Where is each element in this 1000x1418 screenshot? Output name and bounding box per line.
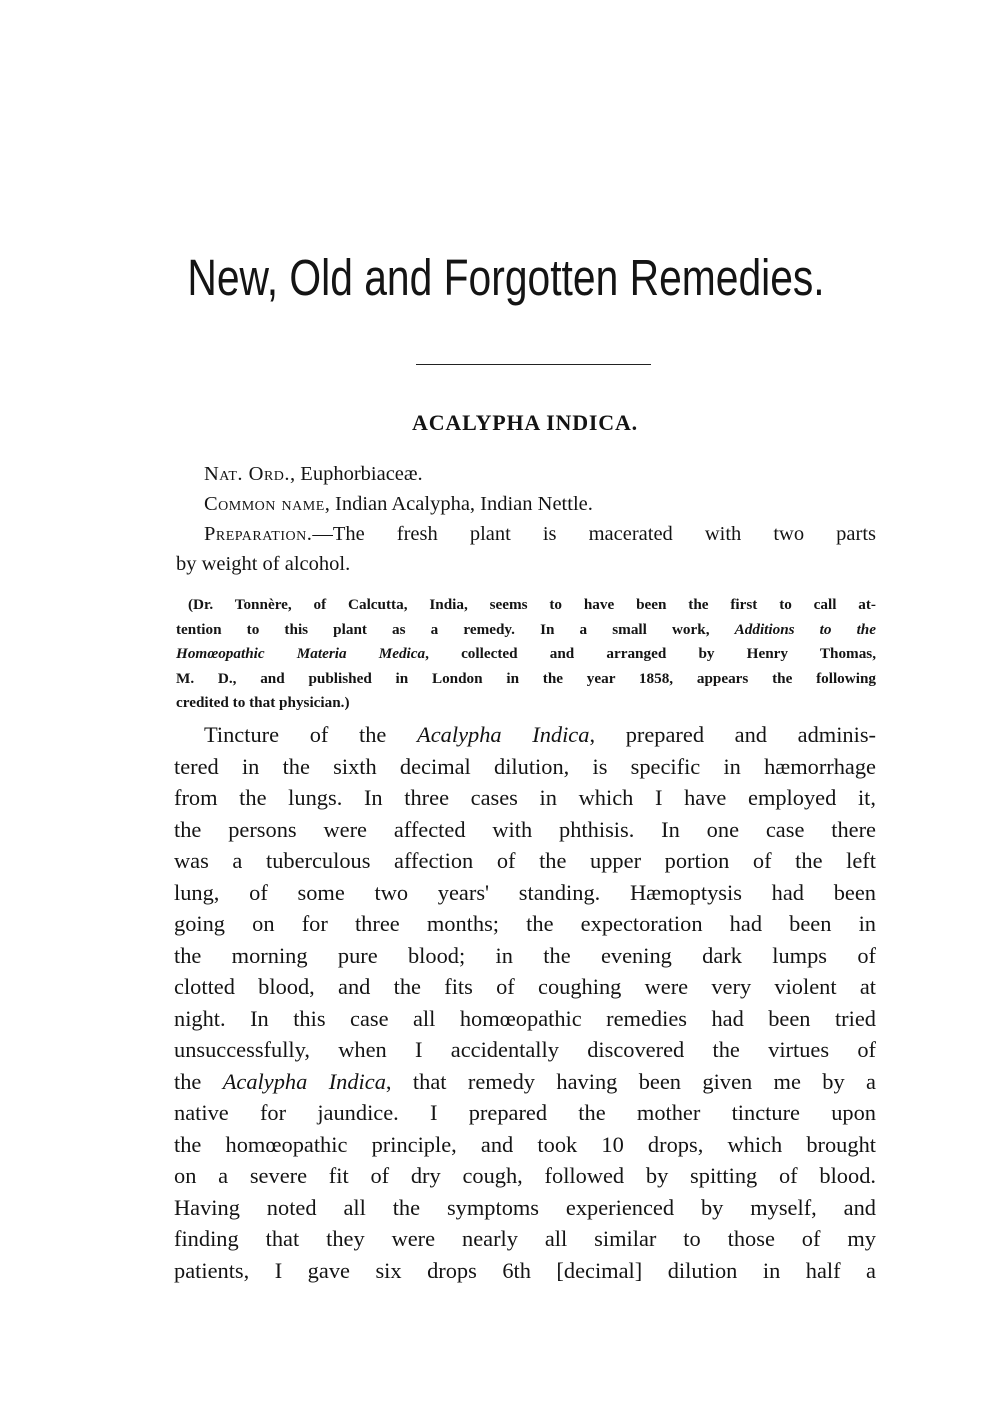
note-line: credited to that physician.) [176,694,350,712]
prose-line: patients, I gave six drops 6th [decimal] dilution in half a [174,1257,876,1283]
prose-line: the homœopathic principle, and took 10 drops, which brought [174,1131,876,1157]
nat-ord-label: Nat. Ord. [204,463,291,485]
note-line: M. D., and published in London in the year 1858, appears the following [176,669,876,687]
page-title: New, Old and Forgotten Remedies. [187,249,825,306]
title-divider [416,364,651,365]
nat-ord-value: , Euphorbiaceæ. [290,463,423,485]
note-line: Homœopathic Materia Medica, collected and arranged by Henry Thomas, [176,645,876,663]
prose-line: tered in the sixth decimal dilution, is specific in hæmorrhage [174,753,876,779]
common-name-label: Common name [204,493,325,515]
nat-ord-line [176,459,876,489]
preparation-continuation: by weight of alcohol. [176,553,351,575]
note-line: tention to this plant as a remedy. In a small work, Additions to the [176,620,876,638]
section-heading: ACALYPHA INDICA. [412,410,638,435]
prose-line: going on for three months; the expectoration had been in [174,911,876,936]
prose-line: finding that they were nearly all similar to those of my [174,1226,876,1251]
prose-line: clotted blood, and the fits of coughing were very violent at [174,974,876,999]
prose-line: lung, of some two years' standing. Hæmoptysis had been [174,879,876,905]
prose-line: Having noted all the symptoms experienced by myself, and [174,1194,876,1220]
prose-line: from the lungs. In three cases in which I have employed it, [174,785,876,810]
prose-line: night. In this case all homœopathic remedies had been tried [174,1005,876,1031]
note-line: (Dr. Tonnère, of Calcutta, India, seems to have been the first to call at- [188,596,876,613]
body-text [174,719,876,1286]
prose-line: on a severe fit of dry cough, followed by spitting of blood. [174,1163,876,1188]
metadata-block [176,459,876,579]
preparation-label: Preparation. [204,523,313,545]
prose-line: unsuccessfully, when I accidentally discovered the virtues of [174,1037,876,1062]
prose-line: the Acalypha Indica, that remedy having been given me by a [174,1068,876,1094]
prose-line: the persons were affected with phthisis. In one case there [174,816,876,842]
editorial-note [176,593,876,716]
prose-line: was a tuberculous affection of the upper portion of the left [174,848,876,873]
prose-line: Tincture of the Acalypha Indica, prepared and adminis- [204,722,877,747]
common-name-line [176,489,876,519]
preparation-value: —The fresh plant is macerated with two parts [312,523,876,545]
common-name-value: , Indian Acalypha, Indian Nettle. [324,493,593,515]
prose-line: native for jaundice. I prepared the mother tincture upon [174,1100,876,1125]
prose-line: the morning pure blood; in the evening dark lumps of [174,942,876,968]
preparation-line [176,519,876,549]
